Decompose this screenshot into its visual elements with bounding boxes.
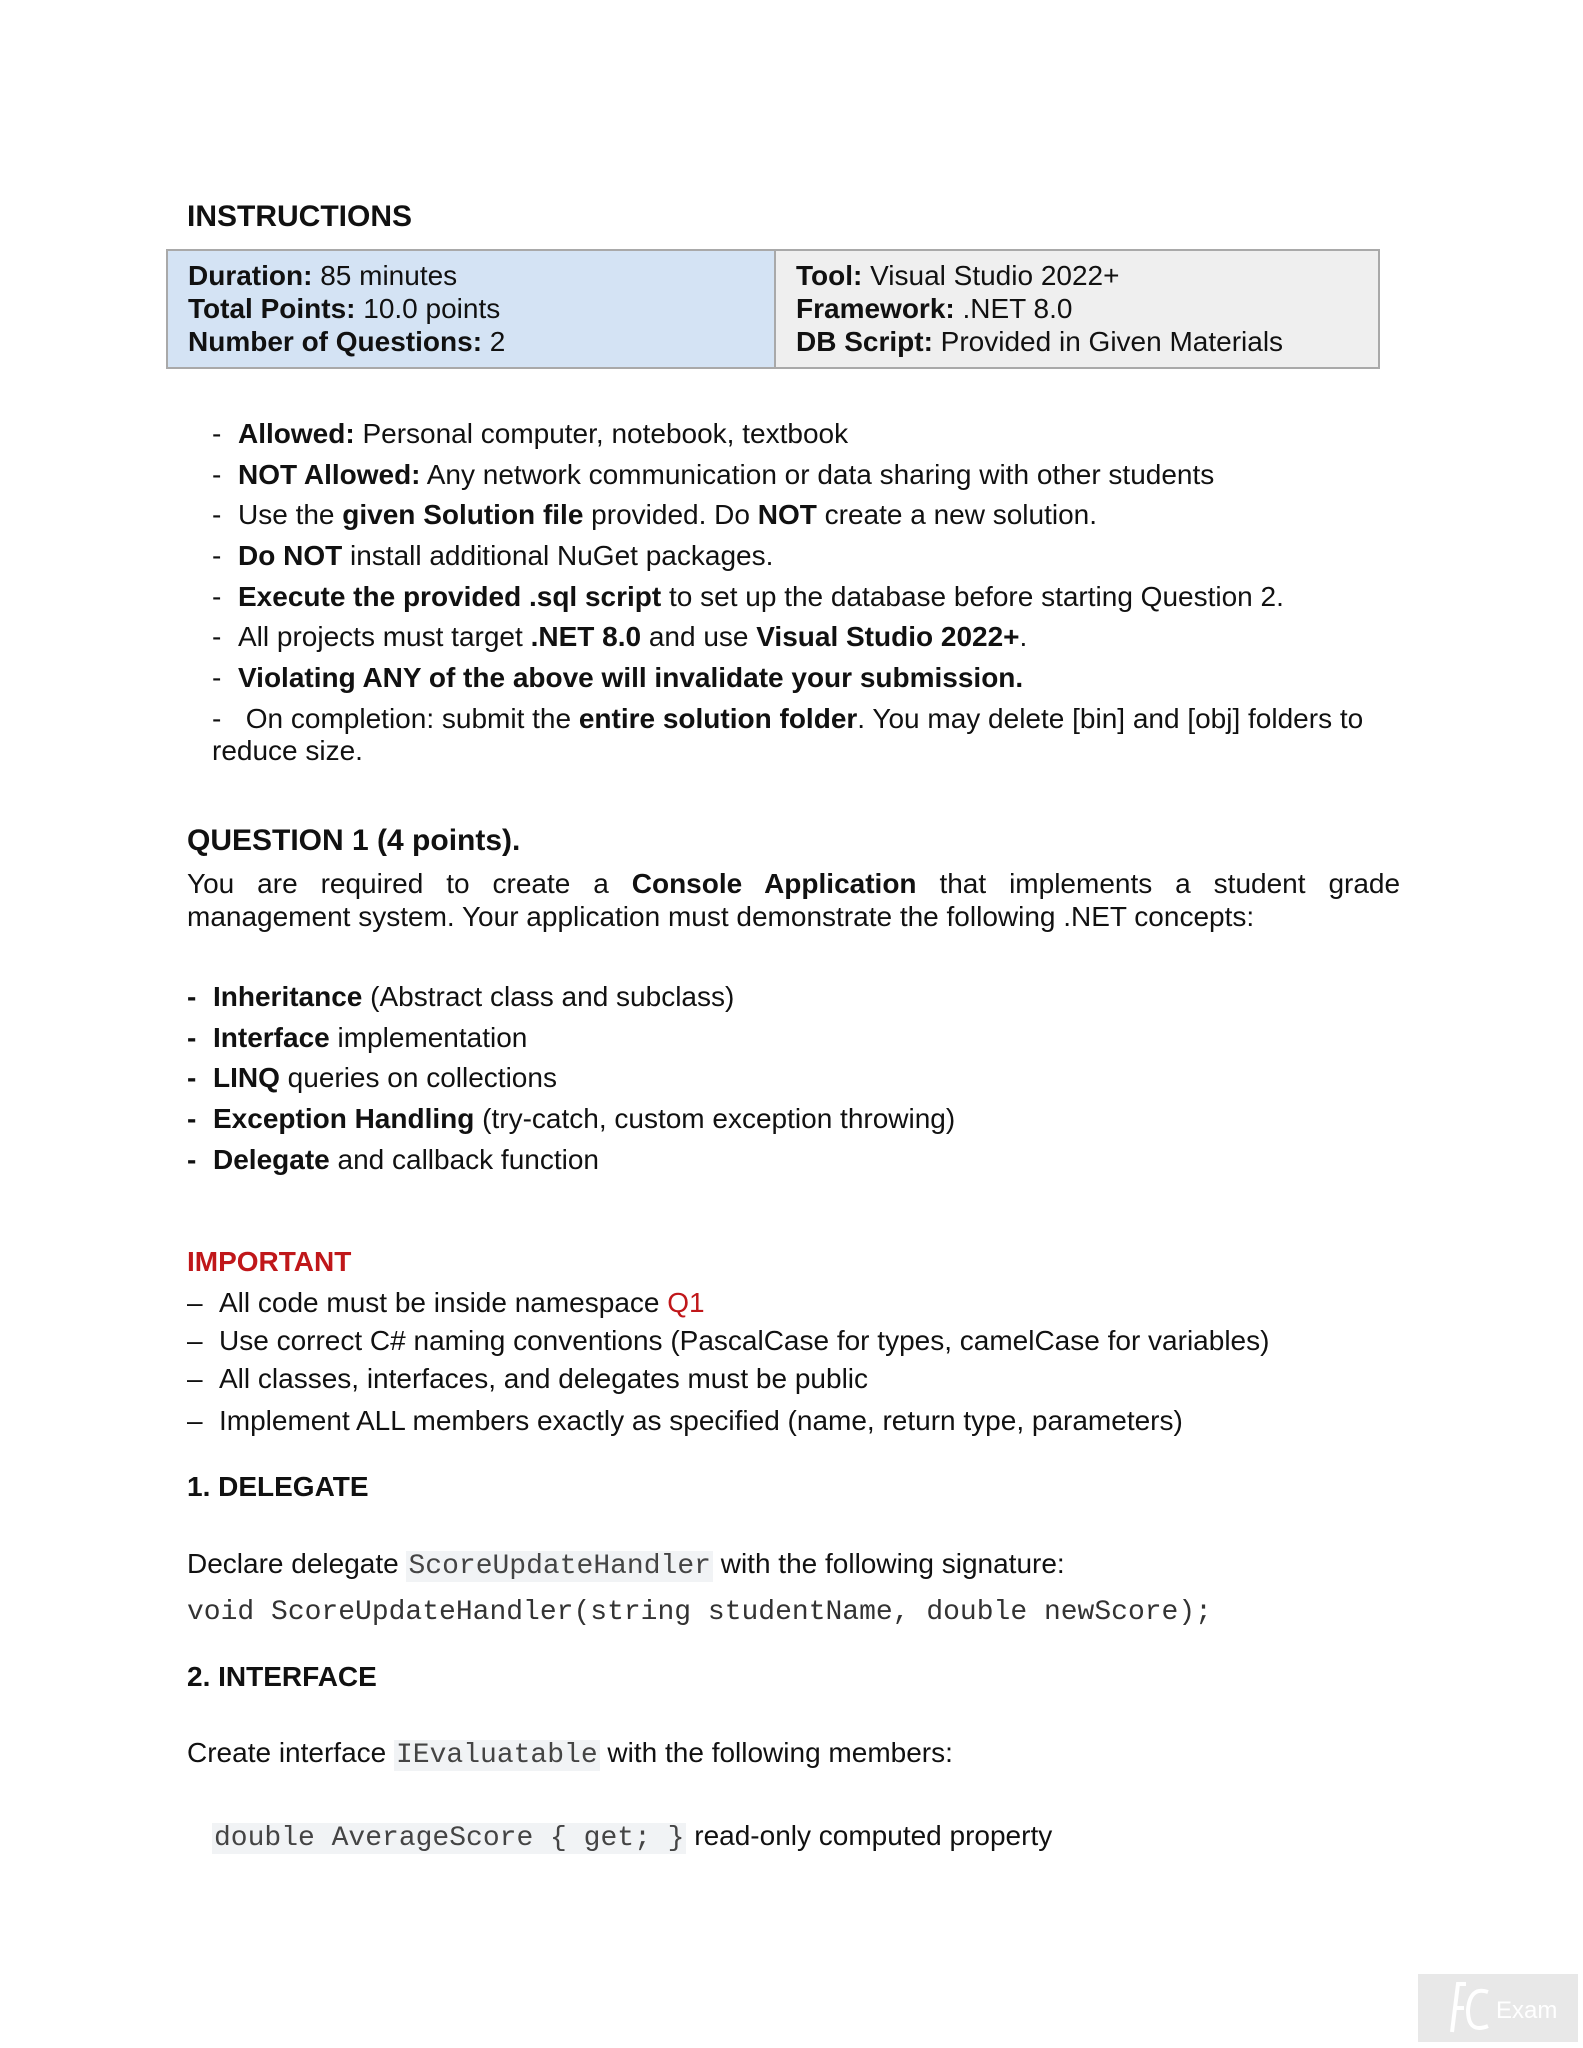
concept-text: (Abstract class and subclass) xyxy=(362,981,735,1012)
bullet-dash: - xyxy=(187,1144,197,1175)
db-script-label: DB Script: xyxy=(796,326,933,357)
watermark-logo-icon xyxy=(1418,1974,1578,2042)
intro-word: implements xyxy=(1009,868,1153,899)
concept-text: (try-catch, custom exception throwing) xyxy=(474,1103,956,1134)
intro-word: are xyxy=(257,868,298,899)
namespace-name: Q1 xyxy=(667,1287,705,1318)
question1-intro-line2: management system. Your application must demonstrate the following .NET concepts: xyxy=(187,901,1255,932)
concept-item xyxy=(187,1102,955,1135)
exam-info-right-cell xyxy=(775,250,1379,368)
tool-label: Tool: xyxy=(796,260,863,291)
interface-member xyxy=(212,1819,1052,1855)
bullet-dash: - xyxy=(212,499,222,530)
duration-label: Duration: xyxy=(188,260,313,291)
rule-text: All projects must target xyxy=(238,621,531,652)
important-text: All code must be inside namespace xyxy=(219,1287,668,1318)
framework-label: Framework: xyxy=(796,293,955,324)
framework-value: .NET 8.0 xyxy=(954,293,1073,324)
important-item-public xyxy=(187,1362,868,1395)
exam-info-table xyxy=(166,249,1380,369)
important-text: Use correct C# naming conventions (PascalCase for types, camelCase for variables) xyxy=(219,1325,1270,1356)
rule-bold: .NET 8.0 xyxy=(530,621,642,652)
rule-bold: NOT Allowed: xyxy=(238,459,421,490)
tool-value: Visual Studio 2022+ xyxy=(862,260,1120,291)
important-item-namespace xyxy=(187,1286,705,1319)
delegate-heading: 1. DELEGATE xyxy=(187,1471,369,1502)
rule-text: Use the xyxy=(238,499,343,530)
rule-submission xyxy=(212,702,1363,735)
delegate-description xyxy=(187,1547,1065,1583)
concept-text: queries on collections xyxy=(279,1062,557,1093)
interface-text: with the following members: xyxy=(599,1737,953,1768)
rule-bold: NOT xyxy=(757,499,817,530)
num-questions-row xyxy=(188,325,754,358)
interface-name-code: IEvaluatable xyxy=(396,1740,598,1771)
intro-word: You xyxy=(187,868,235,899)
rule-bold: Allowed: xyxy=(238,418,355,449)
rule-text: . xyxy=(1019,621,1028,652)
concept-item xyxy=(187,1021,527,1054)
rule-solution-file xyxy=(212,498,1097,531)
bullet-dash: - xyxy=(212,703,222,734)
bullet-dash: - xyxy=(212,540,222,571)
delegate-text: Declare delegate xyxy=(187,1548,407,1579)
total-points-value: 10.0 points xyxy=(355,293,501,324)
framework-row xyxy=(796,292,1358,325)
interface-member-code: double AverageScore { get; } xyxy=(214,1823,685,1854)
bullet-dash: - xyxy=(212,418,222,449)
total-points-row xyxy=(188,292,754,325)
total-points-label: Total Points: xyxy=(188,293,356,324)
important-item-members xyxy=(187,1404,1183,1437)
bullet-dash: - xyxy=(187,1103,197,1134)
db-script-row xyxy=(796,325,1358,358)
intro-word: required xyxy=(320,868,424,899)
bullet-dash: – xyxy=(187,1363,203,1394)
rule-text: provided. Do xyxy=(583,499,758,530)
num-questions-value: 2 xyxy=(482,326,506,357)
exam-info-left-cell xyxy=(167,250,775,368)
bullet-dash: – xyxy=(187,1325,203,1356)
rule-violation xyxy=(212,661,1023,694)
rule-bold: given Solution file xyxy=(342,499,584,530)
db-script-value: Provided in Given Materials xyxy=(932,326,1284,357)
rule-text: Any network communication or data sharing with other students xyxy=(420,459,1215,490)
tool-row xyxy=(796,259,1358,292)
rule-bold: Violating ANY of the above will invalidate your submission. xyxy=(238,662,1024,693)
concept-item xyxy=(187,1061,557,1094)
bullet-dash: - xyxy=(212,621,222,652)
num-questions-label: Number of Questions: xyxy=(188,326,483,357)
delegate-text: with the following signature: xyxy=(712,1548,1065,1579)
interface-description xyxy=(187,1736,953,1772)
concept-item xyxy=(187,1143,599,1176)
rule-text: install additional NuGet packages. xyxy=(342,540,774,571)
rule-text: create a new solution. xyxy=(816,499,1098,530)
duration-value: 85 minutes xyxy=(312,260,458,291)
bullet-dash: - xyxy=(187,981,197,1012)
rule-bold: Visual Studio 2022+ xyxy=(756,621,1020,652)
interface-member-desc: read-only computed property xyxy=(686,1820,1053,1851)
concept-bold: Interface xyxy=(213,1022,330,1053)
bullet-dash: – xyxy=(187,1405,203,1436)
rule-sql-script xyxy=(212,580,1284,613)
rule-text: to set up the database before starting Question 2. xyxy=(661,581,1284,612)
concept-text: and callback function xyxy=(329,1144,599,1175)
intro-word: a xyxy=(593,868,609,899)
exam-watermark-logo xyxy=(1418,1974,1578,2042)
delegate-signature-code: void ScoreUpdateHandler(string studentName, double newScore); xyxy=(187,1597,1212,1628)
delegate-name-code: ScoreUpdateHandler xyxy=(408,1551,711,1582)
watermark-text: Exam xyxy=(1496,1997,1558,2024)
concept-text: implementation xyxy=(329,1022,528,1053)
concept-bold: Delegate xyxy=(213,1144,330,1175)
important-item-naming xyxy=(187,1324,1269,1357)
intro-word: a xyxy=(1175,868,1191,899)
intro-word-bold: Console Application xyxy=(631,868,917,899)
intro-word: to xyxy=(446,868,470,899)
rule-submission-continued: reduce size. xyxy=(212,735,363,766)
rule-bold: Do NOT xyxy=(238,540,343,571)
question1-intro-line1 xyxy=(187,867,1400,900)
rule-not-allowed xyxy=(212,458,1214,491)
bullet-dash: - xyxy=(212,581,222,612)
rule-bold: Execute the provided .sql script xyxy=(238,581,662,612)
important-text: All classes, interfaces, and delegates must be public xyxy=(219,1363,869,1394)
rule-text: On completion: submit the xyxy=(238,703,579,734)
bullet-dash: - xyxy=(212,459,222,490)
rule-target-framework xyxy=(212,620,1027,653)
instructions-heading: INSTRUCTIONS xyxy=(187,200,412,233)
bullet-dash: - xyxy=(187,1062,197,1093)
intro-word: that xyxy=(939,868,987,899)
bullet-dash: - xyxy=(187,1022,197,1053)
rule-text: . You may delete [bin] and [obj] folders to xyxy=(857,703,1364,734)
intro-word: create xyxy=(492,868,571,899)
concept-bold: Inheritance xyxy=(213,981,363,1012)
duration-row xyxy=(188,259,754,292)
rule-text: Personal computer, notebook, textbook xyxy=(354,418,849,449)
rule-text: and use xyxy=(641,621,757,652)
concept-item xyxy=(187,980,734,1013)
rule-nuget xyxy=(212,539,773,572)
interface-text: Create interface xyxy=(187,1737,394,1768)
bullet-dash: - xyxy=(212,662,222,693)
question1-heading: QUESTION 1 (4 points). xyxy=(187,824,521,857)
important-heading: IMPORTANT xyxy=(187,1246,352,1277)
rule-bold: entire solution folder xyxy=(578,703,858,734)
rule-allowed xyxy=(212,417,848,450)
bullet-dash: – xyxy=(187,1287,203,1318)
intro-word: student xyxy=(1213,868,1306,899)
important-text: Implement ALL members exactly as specified (name, return type, parameters) xyxy=(219,1405,1183,1436)
concept-bold: LINQ xyxy=(213,1062,280,1093)
interface-heading: 2. INTERFACE xyxy=(187,1661,377,1692)
intro-word: grade xyxy=(1328,868,1401,899)
concept-bold: Exception Handling xyxy=(213,1103,475,1134)
